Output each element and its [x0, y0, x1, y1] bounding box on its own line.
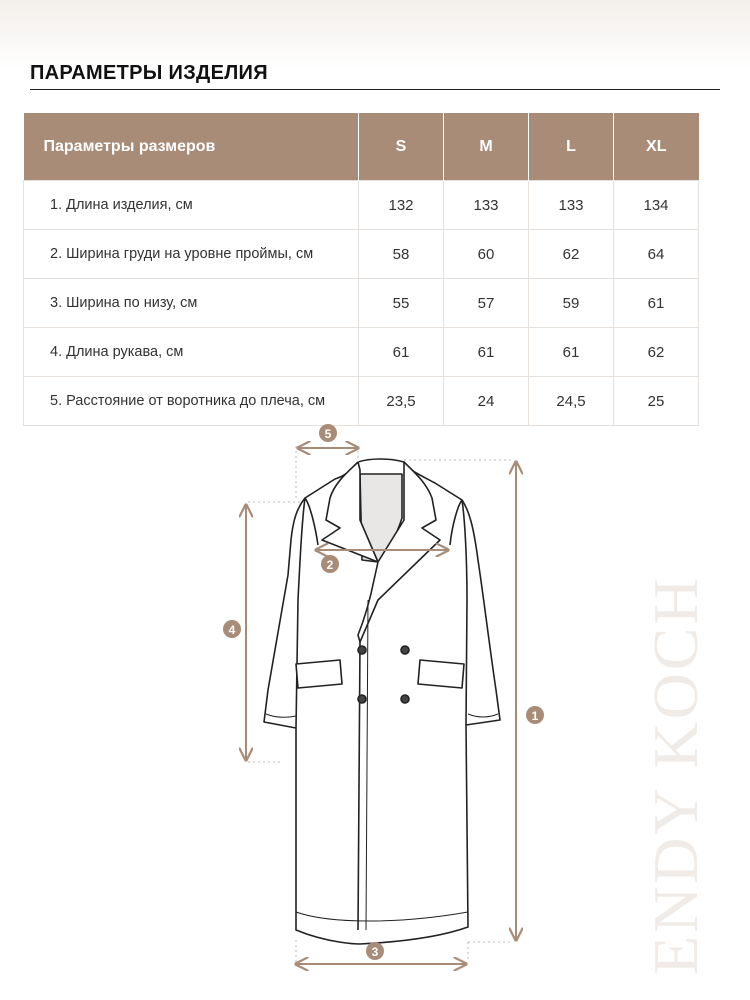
header-size-s: S [359, 113, 444, 181]
marker-4 [223, 620, 241, 638]
header-parameters: Параметры размеров [24, 113, 359, 181]
page-title: ПАРАМЕТРЫ ИЗДЕЛИЯ [30, 62, 268, 84]
coat-measurement-diagram [0, 410, 750, 1000]
size-table [23, 113, 699, 426]
table-row [24, 279, 699, 328]
marker-1 [526, 706, 544, 724]
title-divider [30, 89, 720, 90]
coat-illustration [264, 459, 500, 944]
table-row [24, 230, 699, 279]
marker-5 [319, 424, 337, 442]
cell-value: 132 [359, 181, 444, 230]
cell-value: 61 [614, 279, 699, 328]
cell-value: 61 [359, 328, 444, 377]
cell-value: 64 [614, 230, 699, 279]
cell-value: 24 [444, 377, 529, 426]
table-row [24, 328, 699, 377]
cell-value: 59 [529, 279, 614, 328]
cell-value: 133 [529, 181, 614, 230]
cell-value: 61 [529, 328, 614, 377]
table-header-row [24, 113, 699, 181]
cell-value: 134 [614, 181, 699, 230]
cell-value: 61 [444, 328, 529, 377]
row-label: 3. Ширина по низу, см [24, 279, 359, 328]
marker-2-label: 2 [326, 558, 334, 572]
row-label: 4. Длина рукава, см [24, 328, 359, 377]
cell-value: 62 [529, 230, 614, 279]
header-size-xl: XL [614, 113, 699, 181]
marker-3 [366, 942, 384, 960]
header-size-m: M [444, 113, 529, 181]
cell-value: 55 [359, 279, 444, 328]
cell-value: 62 [614, 328, 699, 377]
brand-watermark: ENDY KOCH [640, 575, 711, 975]
marker-2 [321, 555, 339, 573]
table-row [24, 181, 699, 230]
marker-5-label: 5 [324, 427, 332, 441]
header-size-l: L [529, 113, 614, 181]
row-label: 5. Расстояние от воротника до плеча, см [24, 377, 359, 426]
row-label: 1. Длина изделия, см [24, 181, 359, 230]
marker-1-label: 1 [531, 709, 539, 723]
cell-value: 133 [444, 181, 529, 230]
cell-value: 24,5 [529, 377, 614, 426]
marker-3-label: 3 [371, 945, 379, 959]
cell-value: 25 [614, 377, 699, 426]
cell-value: 57 [444, 279, 529, 328]
row-label: 2. Ширина груди на уровне проймы, см [24, 230, 359, 279]
cell-value: 60 [444, 230, 529, 279]
marker-4-label: 4 [228, 623, 236, 637]
cell-value: 23,5 [359, 377, 444, 426]
cell-value: 58 [359, 230, 444, 279]
